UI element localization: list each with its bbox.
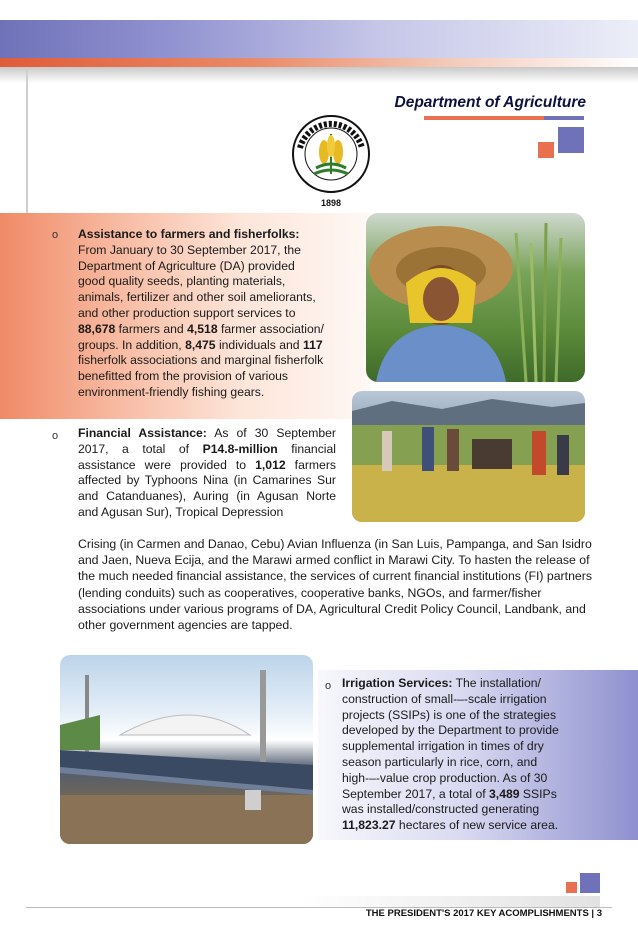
farmers-fragment: groups. In addition, (78, 337, 186, 352)
irrigation-line: projects (SSIPs) is one of the strategies (342, 707, 557, 722)
irrigation-heading: Irrigation Services: (342, 676, 453, 690)
financial-assistance-text (78, 426, 336, 521)
irrigation-line: supplemental irrigation in times of dry (342, 739, 544, 754)
farmers-line (78, 338, 363, 354)
irrigation-fragment: September 2017, a total of (342, 786, 490, 801)
farmers-line: From January to 30 September 2017, the (78, 242, 301, 257)
irrigation-line (342, 787, 632, 803)
financial-fragment: financial assistance were provided to (78, 441, 336, 472)
farmers-fragment: farmer association/ (217, 321, 324, 336)
financial-farmers-count: 1,012 (255, 457, 286, 472)
footer-page-label: THE PRESIDENT'S 2017 KEY ACOMPLISHMENTS | 3 (365, 908, 602, 919)
hectares-count: 11,823.27 (342, 818, 396, 833)
irrigation-line (342, 818, 632, 834)
financial-fragment: As of 30 September 2017, a total of (78, 426, 336, 456)
irrigation-line: season particularly in rice, corn, and (342, 754, 538, 769)
farmers-fragment: farmers and (115, 321, 188, 336)
financial-amount: P14.8-million (202, 441, 278, 456)
financial-continuation-text: Crising (in Carmen and Danao, Cebu) Avian Influenza (in San Luis, Pampanga, and San Isidro and Jaen, Nueva Ecija, and the Marawi armed conflict in Marawi City. To hasten the release of the much needed financial assistance, the services of current financial institutions (FI) partners (lending conduits) such as cooperatives, cooperative banks, NGOs, and farmer/fisher associations under various programs of DA, Agricultural Credit Policy Council, Landbank, and other government agencies are tapped. (78, 537, 592, 633)
associations-count: 4,518 (187, 321, 218, 336)
farmers-count: 88,678 (78, 321, 116, 336)
rice-threshing-photo (352, 391, 585, 522)
ssip-count: 3,489 (489, 786, 520, 801)
irrigation-line: high-–-value crop production. As of 30 (342, 770, 548, 785)
financial-heading: Financial Assistance: (78, 426, 207, 440)
irrigation-fragment: hectares of new service area. (395, 818, 559, 833)
farmers-line: Department of Agriculture (DA) provided (78, 258, 295, 273)
left-margin-rule (26, 70, 28, 215)
seal-year: 1898 (320, 198, 342, 208)
title-underline-blue (544, 116, 584, 120)
bullet-financial: o (52, 430, 59, 442)
irrigation-fragment: SSIPs (519, 786, 557, 801)
farmer-woman-photo (366, 213, 585, 382)
title-underline-red (424, 116, 544, 120)
irrigation-services-text (342, 676, 632, 834)
irrigation-line: construction of small-–-scale irrigation (342, 691, 547, 706)
irrigation-line: developed by the Department to provide (342, 723, 559, 738)
decor-square-blue (558, 127, 584, 153)
farmers-line: fisherfolk associations and marginal fisherfolk (78, 353, 324, 368)
farmers-line: and other production support services to (78, 305, 296, 320)
page-title: Department of Agriculture (394, 94, 586, 111)
farmers-line: benefitted from the provision of various (78, 369, 289, 384)
irrigation-fragment: The installation/ (452, 676, 541, 690)
bullet-farmers: o (52, 229, 59, 241)
farmers-line: good quality seeds, planting materials, (78, 274, 286, 289)
irrigation-line (342, 676, 632, 692)
solar-irrigation-photo (60, 655, 313, 844)
decor-square-red (538, 142, 554, 158)
footer-square-blue (580, 873, 600, 893)
farmers-fragment: individuals and (215, 337, 303, 352)
farmers-line: environment-friendly fishing gears. (78, 384, 265, 399)
farmers-assistance-text (78, 227, 363, 401)
financial-fragment: farmers affected by Typhoons Nina (in Camarines Sur and Catanduanes), Auring (in Agusan Norte and Agusan Sur), Tropical Depression (78, 457, 336, 519)
farmers-line: animals, fertilizer and other soil ameliorants, (78, 290, 316, 305)
footer-square-red (566, 882, 577, 893)
farmers-line (78, 322, 363, 338)
header-band-blue (0, 20, 638, 58)
farmers-heading: Assistance to farmers and fisherfolks: (78, 227, 300, 241)
header-band-red (0, 58, 638, 67)
individuals-count: 8,475 (185, 337, 216, 352)
irrigation-line: was installed/constructed generating (342, 802, 540, 817)
bullet-irrigation: o (325, 680, 332, 692)
department-seal-logo (286, 112, 376, 212)
header-shadow (0, 67, 638, 83)
fisherfolk-assoc-count: 117 (302, 337, 323, 352)
